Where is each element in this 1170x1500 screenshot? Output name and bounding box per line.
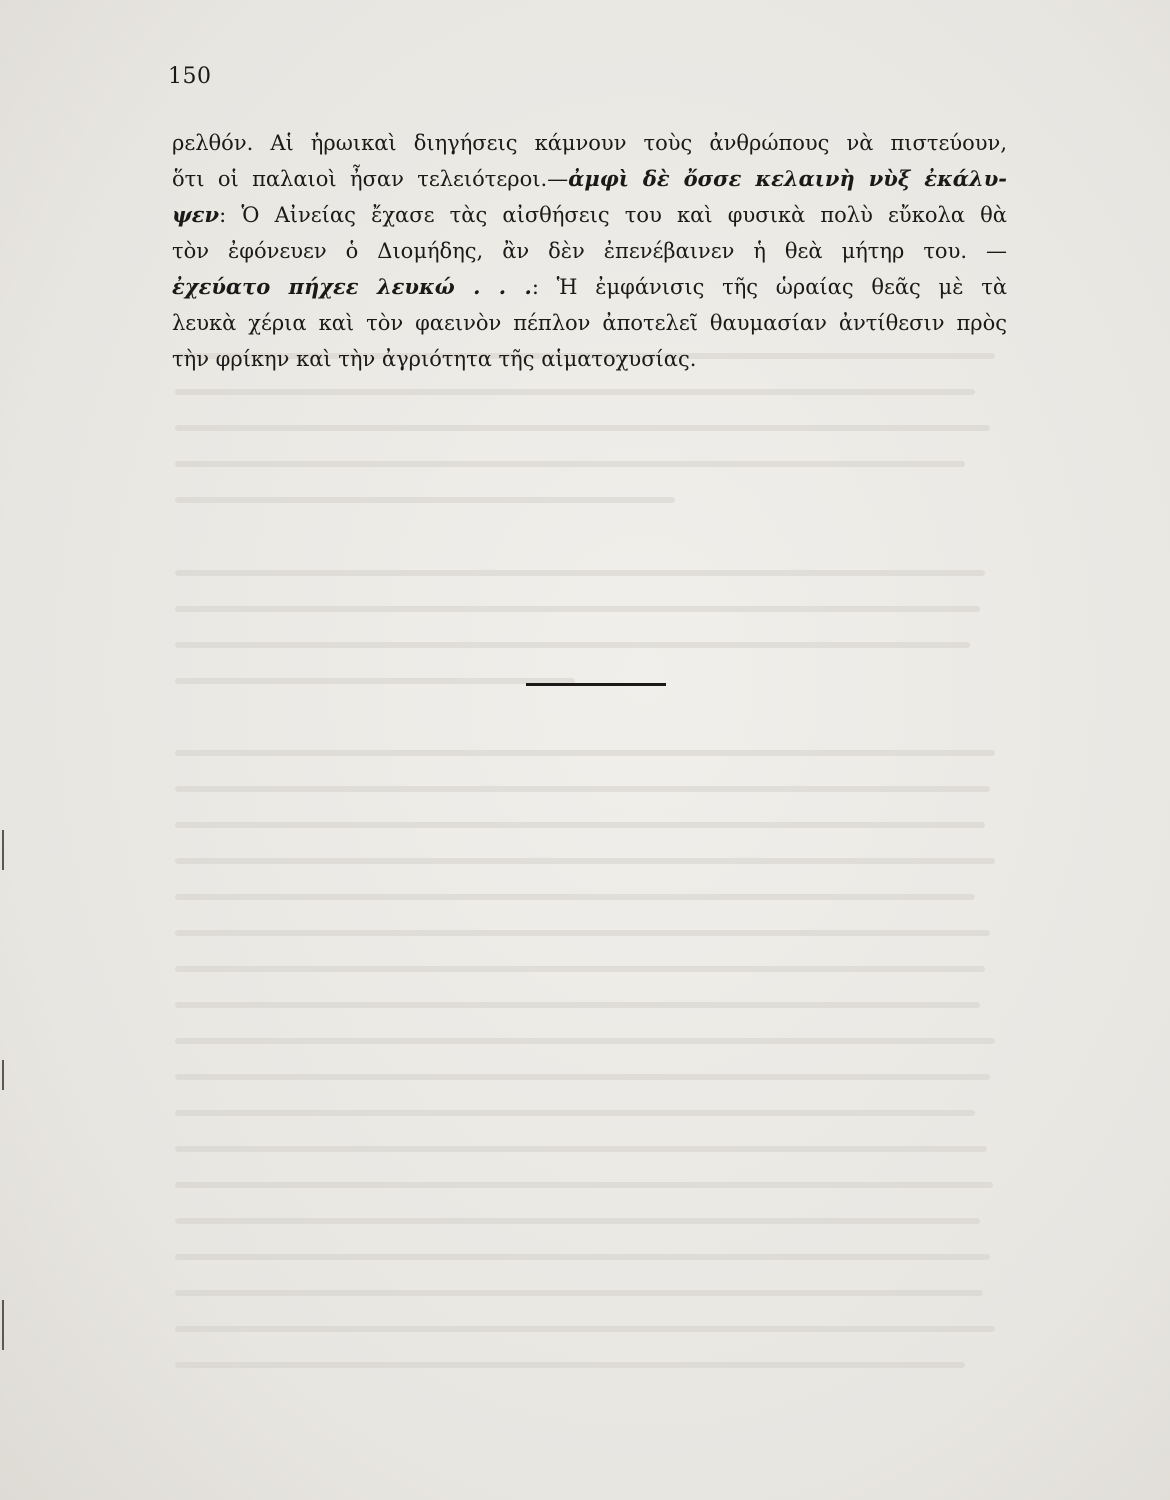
page-number: 150 <box>168 64 212 89</box>
commentary-text: : Ἡ ἐμφάνισις τῆς ὡραίας θεᾶς μὲ τὰ <box>531 275 1007 299</box>
commentary-text: τὸν ἐφόνευεν ὁ Διομήδης, ἂν δὲν ἐπενέβαινεν ἡ θεὰ μήτηρ του. — <box>172 239 1007 263</box>
commentary-text: τὴν φρίκην καὶ τὴν ἀγριότητα τῆς αἱματοχυσίας. <box>172 347 697 371</box>
text-line <box>172 125 1007 161</box>
text-line <box>172 341 1007 377</box>
text-line <box>172 233 1007 269</box>
text-line <box>172 305 1007 341</box>
scan-edge-mark <box>2 830 4 870</box>
section-divider-rule <box>526 683 666 686</box>
text-line <box>172 197 1007 233</box>
commentary-text: λευκὰ χέρια καὶ τὸν φαεινὸν πέπλον ἀποτελεῖ θαυμασίαν ἀντίθεσιν πρὸς <box>172 311 1007 335</box>
homeric-quote: ἐχεύατο πήχεε λευκώ . . . <box>172 274 532 299</box>
text-line <box>172 269 1007 305</box>
body-paragraph <box>172 125 1007 377</box>
homeric-quote: ψεν <box>172 202 220 227</box>
commentary-text: : Ὁ Αἰνείας ἔχασε τὰς αἰσθήσεις του καὶ φυσικὰ πολὺ εὔκολα θὰ <box>219 203 1007 227</box>
commentary-text: ρελθόν. Αἱ ἡρωικαὶ διηγήσεις κάμνουν τοὺς ἀνθρώπους νὰ πιστεύουν, <box>172 131 1007 155</box>
scan-edge-mark <box>2 1060 4 1090</box>
text-line <box>172 161 1007 197</box>
commentary-text: ὅτι οἱ παλαιοὶ ἦσαν τελειότεροι.— <box>172 167 569 191</box>
bleed-through-background <box>175 345 1005 1395</box>
homeric-quote: ἀμφὶ δὲ ὄσσε κελαινὴ νὺξ ἐκάλυ- <box>568 166 1007 191</box>
scan-edge-mark <box>2 1300 4 1350</box>
